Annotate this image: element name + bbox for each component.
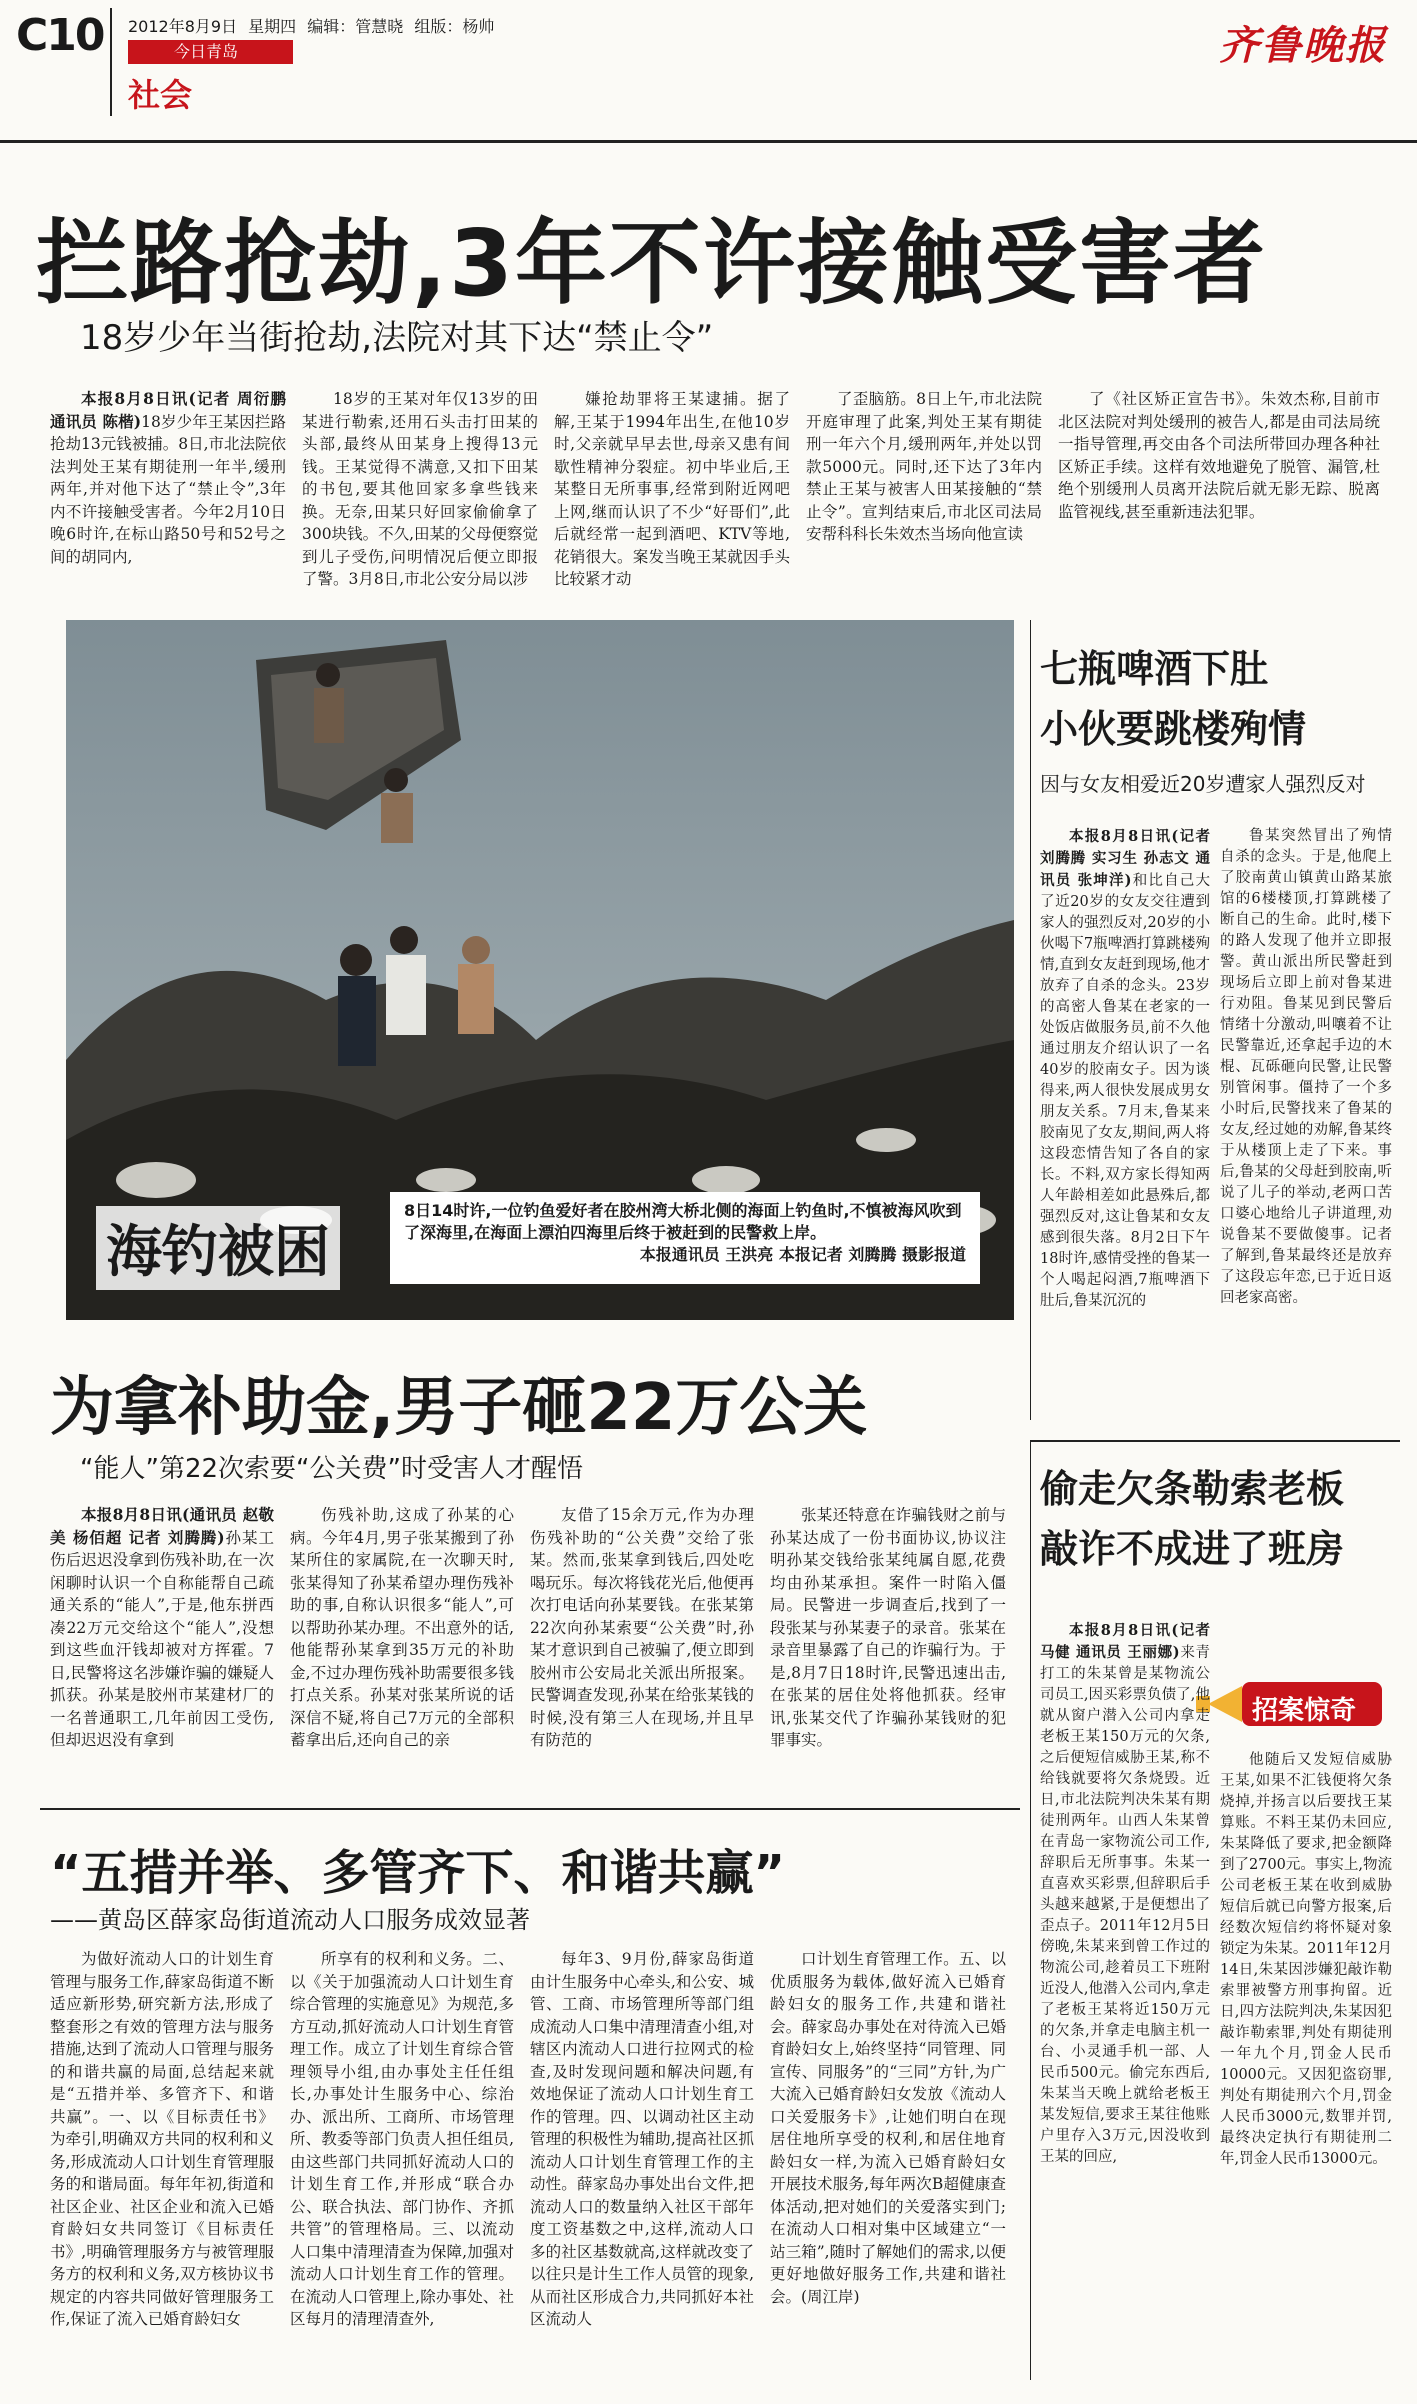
- story4-text-1: 为做好流动人口的计划生育管理与服务工作,薛家岛街道不断适应新形势,研究新方法,形成了整套形之有效的管理方法与服务措施,达到了流动人口管理与服务的和谐共赢的局面,总结起来就是“五措并举、多管齐下、和谐共赢”。一、以《目标责任书》为牵引,明确双方共同的权利和义务,形成流动人口计划生育管理服务的和谐局面。每年年初,街道和社区企业、社区企业和流入已婚育龄妇女共同签订《目标责任书》,明确管理服务方与被管理服务方的权利和义务,双方核协议书规定的内容共同做好管理服务工作,保证了流入已婚育龄妇女: [50, 1950, 274, 2328]
- story2-text-4: 张某还特意在诈骗钱财之前与孙某达成了一份书面协议,协议注明孙某交钱给张某纯属自愿,花费均由孙某承担。案件一时陷入僵局。民警进一步调查后,找到了一段张某与孙某妻子的录音。张某在录音里暴露了自己的诈骗行为。于是,8月7日18时许,民警迅速出击,在张某的居住处将他抓获。经审讯,张某交代了诈骗孙某钱财的犯罪事实。: [770, 1506, 1006, 1749]
- badge-text: 招案惊奇: [1252, 1696, 1357, 1726]
- photo-caption: [390, 1192, 980, 1284]
- side-story2-column-1: [1040, 1620, 1210, 2380]
- story2-column-3: [530, 1504, 754, 1804]
- story4-text-3: 每年3、9月份,薛家岛街道由计生服务中心牵头,和公安、城管、工商、市场管理所等部门组成流动人口集中清理清查小组,对辖区内流动人口进行拉网式的检查,及时发现问题和解决问题,有效地保证了流动人口计划生育工作的管理。四、以调动社区主动管理的积极性为辅助,提高社区抓流动人口计划生育管理工作的主动性。薛家岛办事处出台文件,把流动人口的数量纳入社区干部年度工资基数之中,这样,流动人口多的社区基数就高,这样就改变了以往只是计生工作人员管的现象,从而社区形成合力,共同抓好本社区流动人: [530, 1950, 754, 2328]
- story4-column-1: [50, 1948, 274, 2388]
- story2-text-1: 孙某工伤后迟迟没拿到伤残补助,在一次闲聊时认识一个自称能帮自己疏通关系的“能人”,于是,他东拼西凑22万元交给这个“能人”,没想到这些血汗钱却被对方挥霍。7日,民警将这名涉嫌诈骗的嫌疑人抓获。孙某是胶州市某建材厂的一名普通职工,几年前因工受伤,但却迟迟没有拿到: [50, 1528, 274, 1749]
- sidebar-rule: [1030, 1440, 1400, 1442]
- story1-text-3: 嫌抢劫罪将王某逮捕。据了解,王某于1994年出生,在他10岁时,父亲就早早去世,母亲又患有间歇性精神分裂症。初中毕业后,王某整日无所事事,经常到附近网吧上网,继而认识了不少“好哥们”,此后就经常一起到酒吧、KTV等地,花销很大。案发当晚王某就因手头比较紧才动: [554, 390, 790, 588]
- side-story2-text-1: 来青打工的朱某曾是某物流公司员工,因买彩票负债了,他就从窗户潜入公司内拿走老板王某150万元的欠条,之后便短信威胁王某,称不给钱就要将欠条烧毁。近日,市北法院判决朱某有期徒刑两年。山西人朱某曾在青岛一家物流公司工作,辞职后无所事事。朱某一直喜欢买彩票,但辞职后手头越来越紧,于是便想出了歪点子。2011年12月5日傍晚,朱某来到曾工作过的物流公司,趁着员工下班附近没人,他潜入公司内,拿走了老板王某将近150万元的欠条,并拿走电脑主机一台、小灵通手机一部、人民币500元。偷完东西后,朱某当天晚上就给老板王某发短信,要求王某往他账户里存入3万元,因没收到王某的回应,: [1040, 1645, 1210, 2165]
- story1-text-1: 18岁少年王某因拦路抢劫13元钱被捕。8日,市北法院依法判处王某有期徒刑一年半,缓刑两年,并对他下达了“禁止令”,3年内不许接触受害者。今年2月10日晚6时许,在标山路50号和52号之间的胡同内,: [50, 412, 286, 566]
- side-story2-column-2: [1220, 1750, 1392, 2380]
- sidebar-divider: [1030, 620, 1031, 1420]
- story1-column-3: [554, 388, 790, 608]
- story4-column-4: [770, 1948, 1006, 2388]
- main-headline: 拦路抢劫,3年不许接触受害者: [36, 210, 1267, 317]
- header-meta: 2012年8月9日 星期四 编辑：管慧晓 组版：杨帅: [128, 17, 495, 36]
- photo-title: 海钓被困: [96, 1206, 340, 1290]
- photo-caption-text: 8日14时许,一位钓鱼爱好者在胶州湾大桥北侧的海面上钓鱼时,不慎被海风吹到了深海里,在海面上漂泊四海里后终于被赶到的民警救上岸。: [404, 1201, 962, 1242]
- story1-text-2: 18岁的王某对年仅13岁的田某进行勒索,还用石头击打田某的头部,最终从田某身上搜得13元钱。王某觉得不满意,又扣下田某的书包,要其他回家多拿些钱来换。无奈,田某只好回家偷偷拿了300块钱。不久,田某的父母便察觉到儿子受伤,问明情况后便立即报了警。3月8日,市北公安分局以涉: [302, 390, 538, 588]
- side-story2-byline: 本报8月8日讯(记者 马健 通讯员 王丽娜): [1040, 1622, 1210, 1661]
- header-divider: [110, 8, 112, 116]
- side-story1-text-2: 鲁某突然冒出了殉情自杀的念头。于是,他爬上了胶南黄山镇黄山路某旅馆的6楼楼顶,打算跳楼了断自己的生命。此时,楼下的路人发现了他并立即报警。黄山派出所民警赶到现场后立即上前对鲁某进行劝阻。鲁某见到民警后情绪十分激动,叫嚷着不让民警靠近,还拿起手边的木棍、瓦砾砸向民警,让民警别管闲事。僵持了一个多小时后,民警找来了鲁某的女友,经过她的劝解,鲁某终于从楼顶上走了下来。事后,鲁某的父母赶到胶南,听说了儿子的举动,老两口苦口婆心地给儿子讲道理,劝说鲁某不要做傻事。记者了解到,鲁某最终还是放弃了这段忘年恋,已于近日返回老家高密。: [1220, 828, 1392, 1306]
- side-story1-subhead: 因与女友相爱近20岁遭家人强烈反对: [1040, 772, 1366, 796]
- side-story1-byline: 本报8月8日讯(记者 刘腾腾 实习生 孙志文 通讯员 张坤洋): [1040, 828, 1210, 889]
- story4-subhead: ——黄岛区薛家岛街道流动人口服务成效显著: [50, 1906, 530, 1934]
- story2-byline: 本报8月8日讯(通讯员 赵敬美 杨佰超 记者 刘腾腾): [50, 1505, 274, 1547]
- story4-text-2: 所享有的权利和义务。二、以《关于加强流动人口计划生育综合管理的实施意见》为规范,多方互动,抓好流动人口计划生育管理工作。成立了计划生育综合管理领导小组,由办事处主任任组长,办事处计生服务中心、综治办、派出所、工商所、市场管理所、教委等部门负责人担任组员,由这些部门共同抓好流动人口的计划生育工作,并形成“联合办公、联合执法、部门协作、齐抓共管”的管理格局。三、以流动人口集中清理清查为保障,加强对流动人口计划生育工作的管理。在流动人口管理上,除办事处、社区每月的清理清查外,: [290, 1950, 514, 2328]
- story4-rule: [40, 1808, 1020, 1810]
- story2-text-2: 伤残补助,这成了孙某的心病。今年4月,男子张某搬到了孙某所住的家属院,在一次聊天时,张某得知了孙某希望办理伤残补助的事,自称认识很多“能人”,可以帮助孙某办理。不出意外的话,他能帮孙某拿到35万元的补助金,不过办理伤残补助需要很多钱打点关系。孙某对张某所说的话深信不疑,将自己7万元的全部积蓄拿出后,还向自己的亲: [290, 1506, 514, 1749]
- side-story2-title-line1: 偷走欠条勒索老板: [1040, 1467, 1345, 1511]
- story2-column-4: [770, 1504, 1006, 1804]
- side-story1-title-line2: 小伙要跳楼殉情: [1040, 707, 1307, 751]
- side-story1-column-1: [1040, 826, 1210, 1422]
- story2-text-3: 友借了15余万元,作为办理伤残补助的“公关费”交给了张某。然而,张某拿到钱后,四处吃喝玩乐。每次将钱花光后,他便再次打电话向孙某要钱。在张某第22次向孙某索要“公关费”时,孙某才意识到自己被骗了,便立即到胶州市公安局北关派出所报案。民警调查发现,孙某在给张某钱的时候,没有第三人在现场,并且早有防范的: [530, 1506, 754, 1749]
- story1-column-5: [1058, 388, 1380, 608]
- story1-text-5: 了《社区矫正宣告书》。朱效杰称,目前市北区法院对判处缓刑的被告人,都是由司法局统一指导管理,再交由各个司法所带回办理各种社区矫正手续。这样有效地避免了脱管、漏管,杜绝个别缓刑人员离开法院后就无影无踪、脱离监管视线,甚至重新违法犯罪。: [1058, 390, 1380, 521]
- story4-column-3: [530, 1948, 754, 2388]
- side-story1-column-2: [1220, 826, 1392, 1422]
- side-story2-text-2: 他随后又发短信威胁王某,如果不汇钱便将欠条烧掉,并扬言以后要找王某算账。不料王某仍未回应,朱某降低了要求,把金额降到了2700元。事实上,物流公司老板王某在收到威胁短信后就已向警方报案,后经数次短信约将怀疑对象锁定为朱某。2011年12月14日,朱某因涉嫌犯敲诈勒索罪被警方刑事拘留。近日,四方法院判决,朱某因犯敲诈勒索罪,判处有期徒刑一年九个月,罚金人民币10000元。又因犯盗窃罪,判处有期徒刑六个月,罚金人民币3000元,数罪并罚,最终决定执行有期徒刑二年,罚金人民币13000元。: [1220, 1752, 1392, 2167]
- story4-text-4: 口计划生育管理工作。五、以优质服务为载体,做好流入已婚育龄妇女的服务工作,共建和谐社会。薛家岛办事处在对待流入已婚育龄妇女上,始终坚持“同管理、同宣传、同服务”的“三同”方针,为广大流入已婚育龄妇女发放《流动人口关爱服务卡》,让她们明白在现居住地所享受的权利,和居住地育龄妇女一样,为流入已婚育龄妇女开展技术服务,每年两次B超健康查体活动,把对她们的关爱落实到门;在流动人口相对集中区域建立“一站三箱”,随时了解她们的需求,以便更好地做好服务工作,共建和谐社会。(周江岸): [770, 1950, 1006, 2306]
- story1-column-4: [806, 388, 1042, 608]
- header-rule: [0, 140, 1417, 143]
- story4-headline: “五措并举、多管齐下、和谐共赢”: [50, 1845, 786, 1901]
- story2-subhead: “能人”第22次索要“公关费”时受害人才醒悟: [80, 1454, 583, 1484]
- side-story2-title-line2: 敲诈不成进了班房: [1040, 1527, 1345, 1571]
- sidebar-divider-lower: [1030, 1440, 1031, 2380]
- side-story1-text-1: 和比自己大了近20岁的女友交往遭到家人的强烈反对,20岁的小伙喝下7瓶啤酒打算跳楼殉情,直到女友赶到现场,他才放弃了自杀的念头。23岁的高密人鲁某在老家的一处饭店做服务员,前不久他通过朋友介绍认识了一名40岁的胶南女子。因为谈得来,两人很快发展成男女朋友关系。7月末,鲁某来胶南见了女友,期间,两人将这段恋情告知了各自的家长。不料,双方家长得知两人年龄相差如此悬殊后,都强烈反对,这让鲁某和女友感到很失落。8月2日下午18时许,感情受挫的鲁某一个人喝起闷酒,7瓶啤酒下肚后,鲁某沉沉的: [1040, 873, 1210, 1309]
- story1-column-1: [50, 388, 286, 608]
- badge-logo: [1190, 1664, 1390, 1744]
- photo-credit: 本报通讯员 王洪亮 本报记者 刘腾腾 摄影报道: [639, 1245, 966, 1264]
- story1-byline: 本报8月8日讯(记者 周衍鹏 通讯员 陈楷): [50, 389, 286, 431]
- brand-logo: 齐鲁晚报: [1219, 22, 1387, 69]
- story2-column-1: [50, 1504, 274, 1804]
- page-number: C10: [16, 10, 104, 61]
- story2-column-2: [290, 1504, 514, 1804]
- story1-column-2: [302, 388, 538, 608]
- side-story1-title-line1: 七瓶啤酒下肚: [1040, 647, 1269, 691]
- story2-headline: 为拿补助金,男子砸22万公关: [50, 1371, 868, 1445]
- main-subhead: 18岁少年当街抢劫,法院对其下达“禁止令”: [80, 318, 714, 358]
- section-bar: 今日青岛: [128, 40, 293, 64]
- section-name: 社会: [128, 76, 193, 114]
- story4-column-2: [290, 1948, 514, 2388]
- story1-text-4: 了歪脑筋。8日上午,市北法院开庭审理了此案,判处王某有期徒刑一年六个月,缓刑两年,并处以罚款5000元。同时,还下达了3年内禁止王某与被害人田某接触的“禁止令”。宣判结束后,市北区司法局安帮科科长朱效杰当场向他宣读: [806, 390, 1042, 543]
